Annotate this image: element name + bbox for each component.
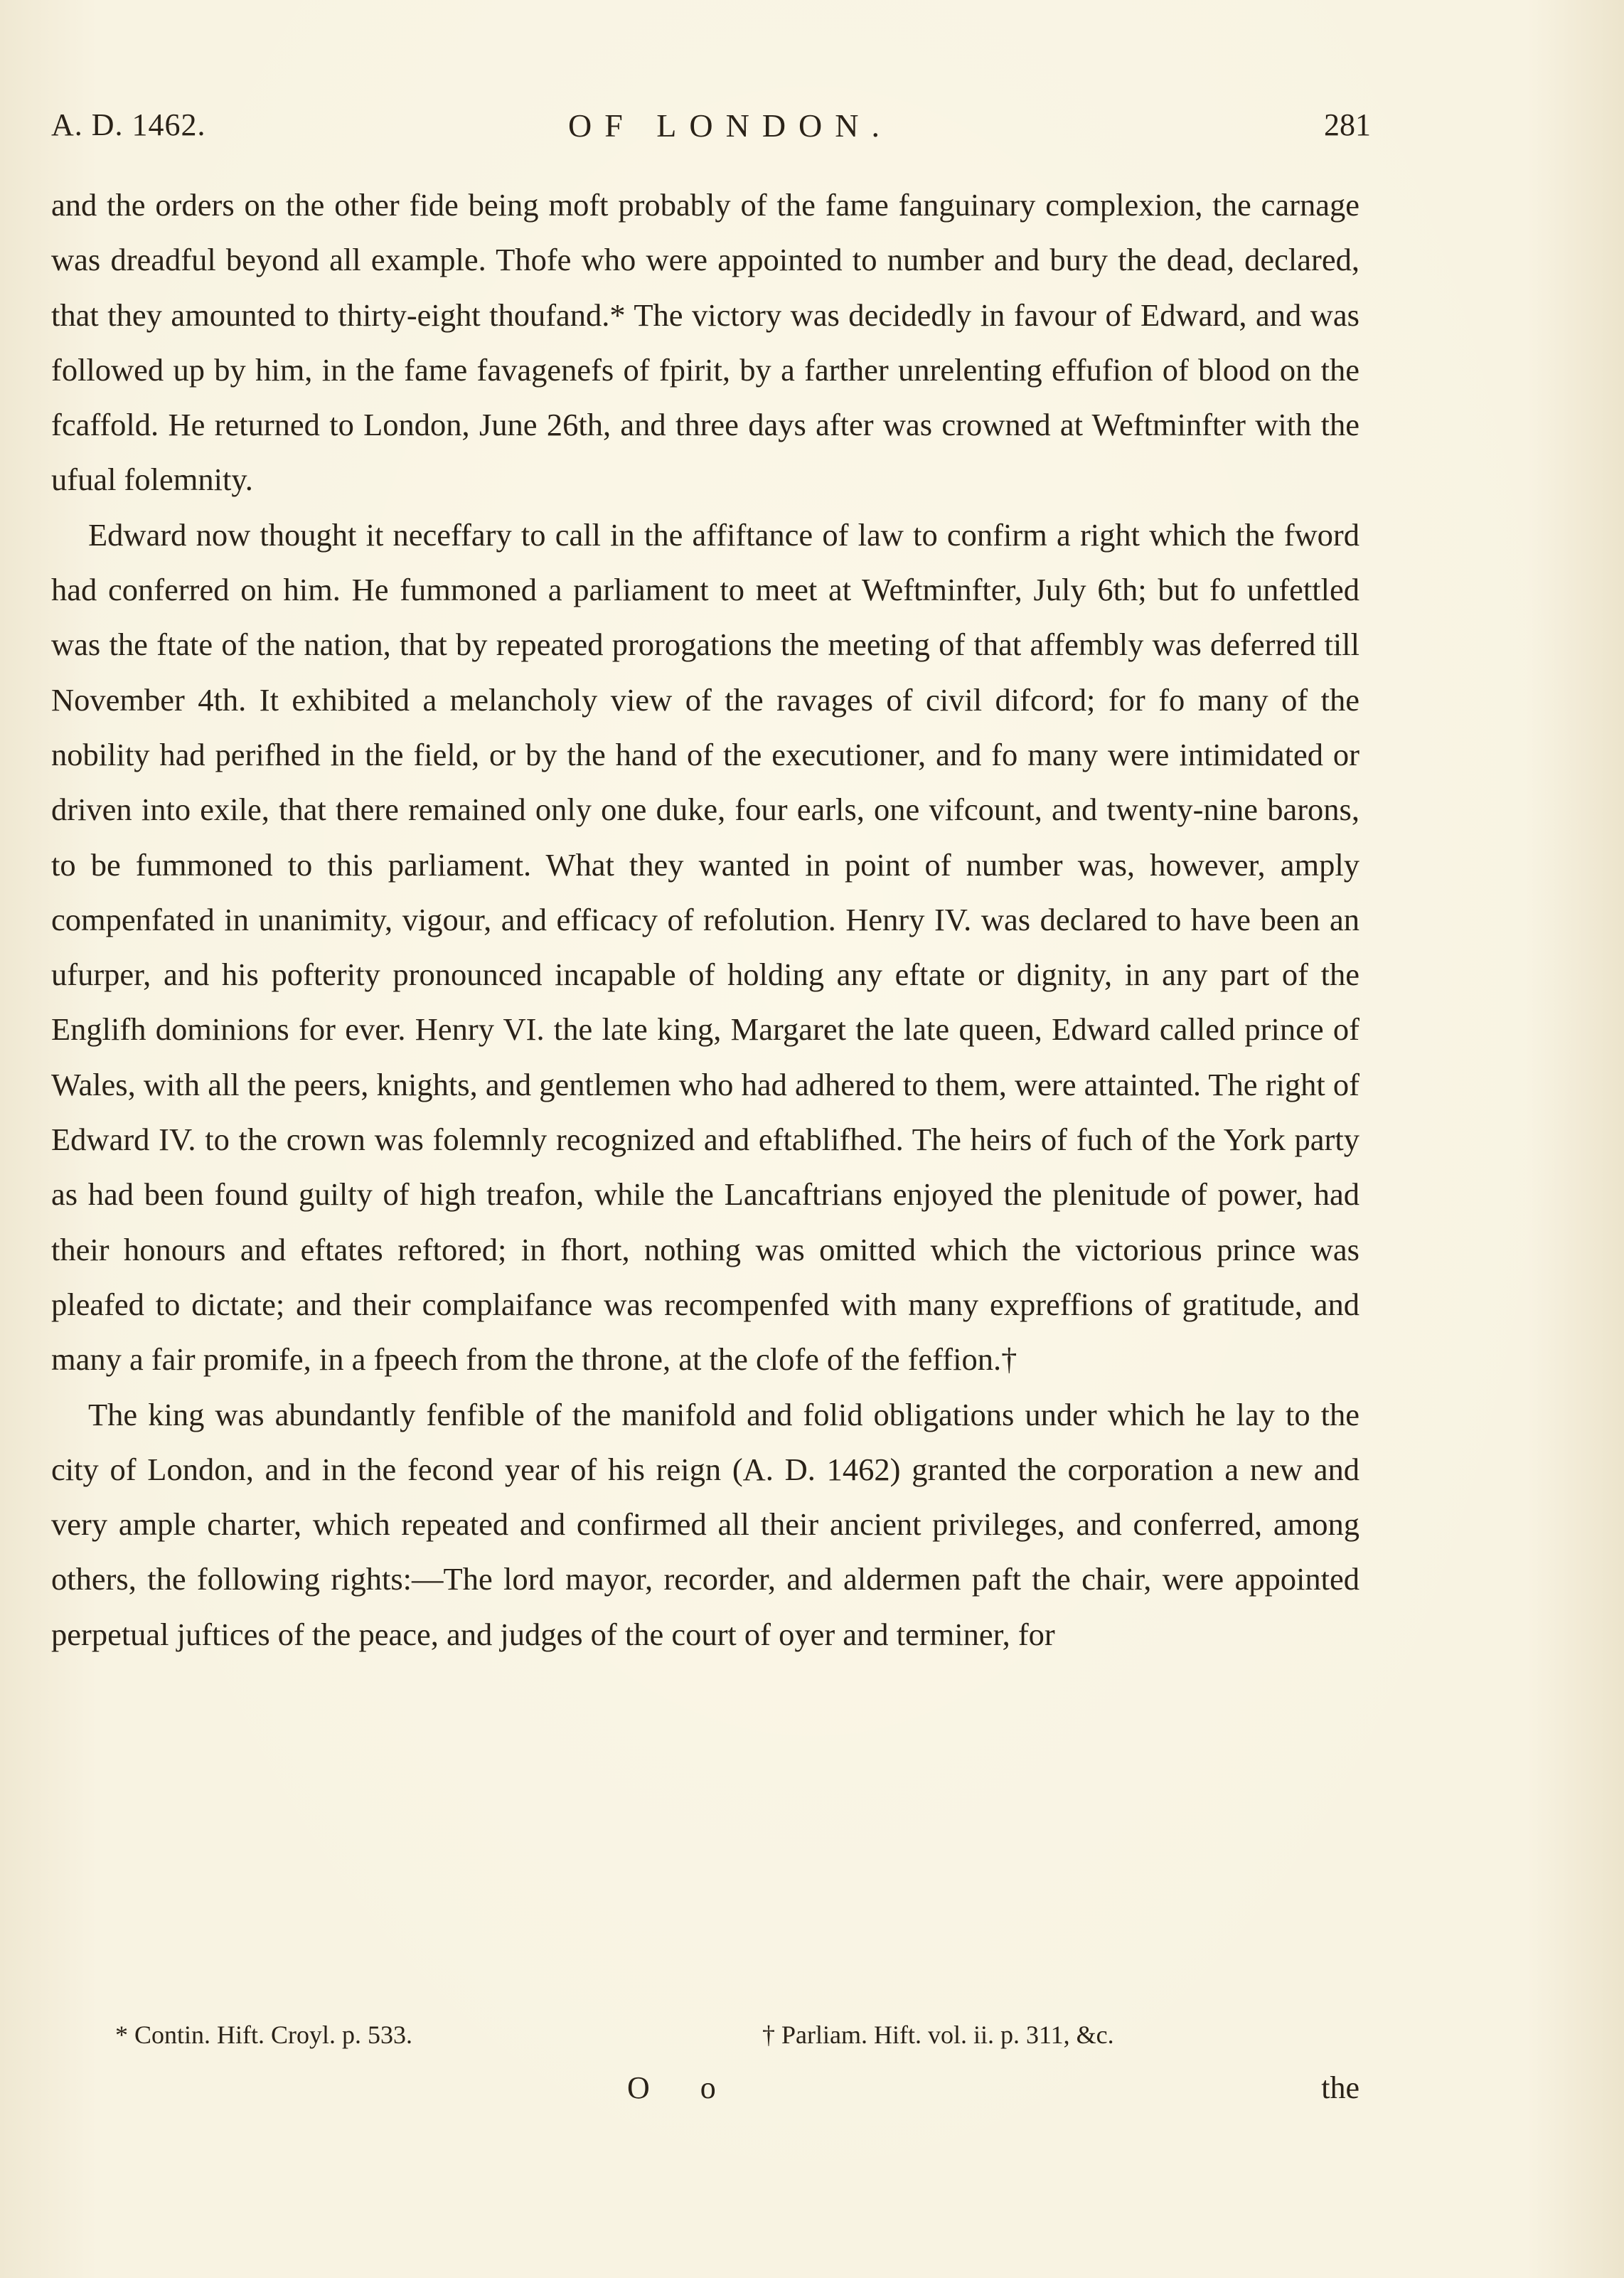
header-title: OF LONDON. — [568, 107, 892, 144]
signature-line — [51, 2070, 1359, 2119]
running-head — [51, 107, 1371, 164]
footnote-1: * Contin. Hift. Croyl. p. 533. — [115, 2021, 413, 2049]
body-text — [51, 178, 1359, 1662]
footnote-2: † Parliam. Hift. vol. ii. p. 311, &c. — [762, 2021, 1114, 2049]
paragraph-3: The king was abundantly fenfible of the manifold and folid obligations under which he lay to the city of London, and in the fecond year of his reign (A. D. 1462) granted the corporation a new and very ample charter, which repeated and confirmed all their ancient privileges, and conferred, among others, the following rights:—The lord mayor, recorder, and aldermen paft the chair, were appointed perpetual juftices of the peace, and judges of the court of oyer and terminer, for — [51, 1396, 1359, 1652]
footnotes — [51, 2020, 1359, 2063]
catchword: the — [1321, 2070, 1359, 2105]
signature-mark: O o — [627, 2070, 737, 2105]
header-date: A. D. 1462. — [51, 107, 206, 142]
page-number: 281 — [1324, 107, 1371, 142]
paragraph-2: Edward now thought it neceffary to call in the affiftance of law to confirm a right which the fword had conferred on him. He fummoned a parliament to meet at Weftminfter, July 6th; but fo unfettled was the ftate of the nation, that by repeated prorogations the meeting of that affembly was deferred till November 4th. It exhibited a melancholy view of the ravages of civil difcord; for fo many of the nobility had perifhed in the field, or by the hand of the executioner, and fo many were intimidated or driven into exile, that there remained only one duke, four earls, one vifcount, and twenty-nine barons, to be fummoned to this parliament. What they wanted in point of number was, however, amply compenfated in unanimity, vigour, and efficacy of refolution. Henry IV. was declared to have been an ufurper, and his pofterity pronounced incapable of holding any eftate or dignity, in any part of the Englifh dominions for ever. Henry VI. the late king, Margaret the late queen, Edward called prince of Wales, with all the peers, knights, and gentlemen who had adhered to them, were attainted. The right of Edward IV. to the crown was folemnly recognized and eftablifhed. The heirs of fuch of the York party as had been found guilty of high treafon, while the Lancaftrians enjoyed the plenitude of power, had their honours and eftates reftored; in fhort, nothing was omitted which the victorious prince was pleafed to dictate; and their complaifance was recompenfed with many expreffions of gratitude, and many a fair promife, in a fpeech from the throne, at the clofe of the feffion.† — [51, 516, 1359, 1378]
paragraph-1: and the orders on the other fide being moft probably of the fame fanguinary complexion, the carnage was dreadful beyond all example. Thofe who were appointed to number and bury the dead, declared, that they amounted to thirty-eight thoufand.* The victory was decidedly in favour of Edward, and was followed up by him, in the fame favagenefs of fpirit, by a farther unrelenting effufion of blood on the fcaffold. He returned to London, June 26th, and three days after was crowned at Weftminfter with the ufual folemnity. — [51, 187, 1359, 498]
